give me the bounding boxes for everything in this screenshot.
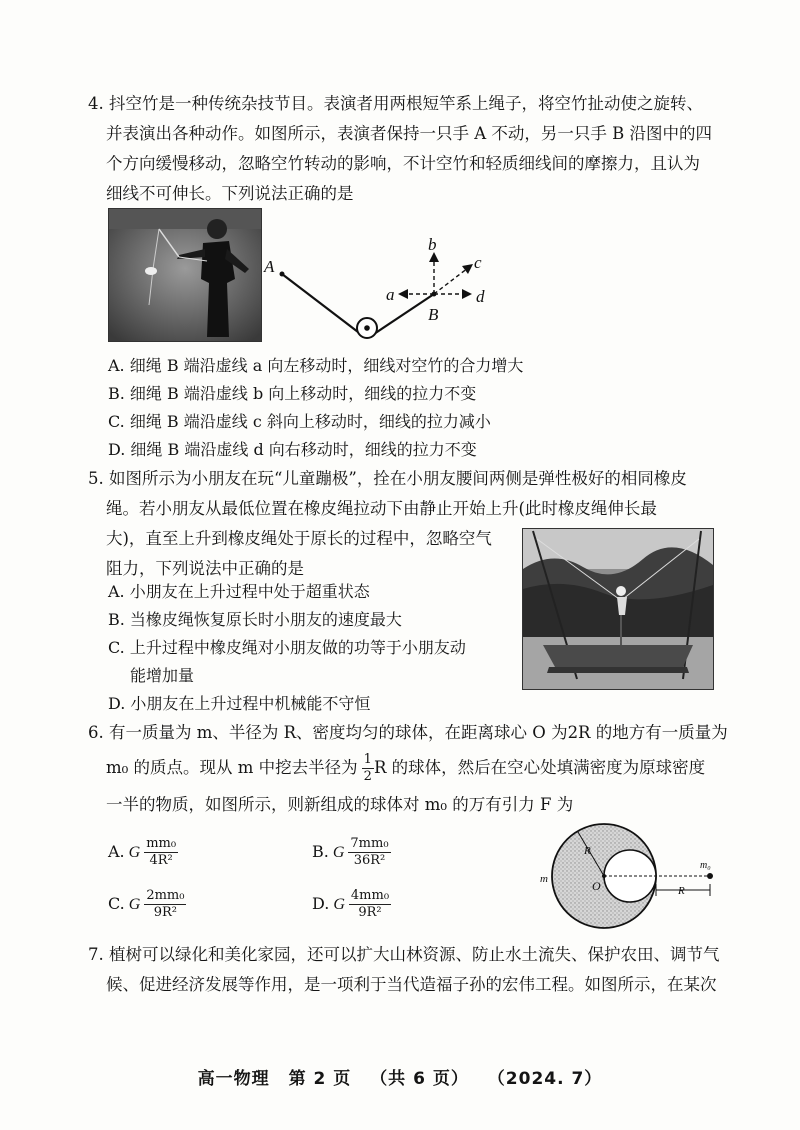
q7-line-1: 7. 植树可以绿化和美化家园，还可以扩大山林资源、防止水土流失、保护农田、调节气 (88, 945, 720, 964)
footer-page: 第 2 页 (288, 1069, 352, 1089)
q6-line-2-pre: m₀ 的质点。现从 m 中挖去半径为 (106, 758, 358, 777)
footer-date: （2024. 7） (487, 1069, 603, 1089)
one-half-fraction: $\frac{1}{2}$ (363, 752, 372, 784)
diabolo-performer-photo (108, 208, 262, 342)
q4-line-1: 4. 抖空竹是一种传统杂技节目。表演者用两根短竿系上绳子，将空竹扯动使之旋转、 (88, 94, 703, 113)
q6-line-1: 6. 有一质量为 m、半径为 R、密度均匀的球体，在距离球心 O 为2R 的地方有一质量为 (88, 723, 728, 742)
label-B: B (428, 305, 439, 324)
q4-option-b: B. 细绳 B 端沿虚线 b 向上移动时，细线的拉力不变 (108, 384, 477, 403)
label-c: c (474, 253, 482, 272)
label-m: m (540, 873, 548, 885)
q4-option-d: D. 细绳 B 端沿虚线 d 向右移动时，细线的拉力不变 (108, 440, 477, 459)
q5-line-1: 5. 如图所示为小朋友在玩“儿童蹦极”，拴在小朋友腰间两侧是弹性极好的相同橡皮 (88, 469, 687, 488)
q6-answer-a: A. G $\frac{\text{mm₀}}{\text{4R²}}$ (108, 836, 177, 868)
q5-option-b: B. 当橡皮绳恢复原长时小朋友的速度最大 (108, 610, 402, 629)
q5-line-2: 绳。若小朋友从最低位置在橡皮绳拉动下由静止开始上升(此时橡皮绳伸长最 (106, 499, 657, 518)
label-d: d (476, 287, 485, 306)
q5-line-4: 阻力，下列说法中正确的是 (106, 559, 304, 578)
q4-line-4: 细线不可伸长。下列说法正确的是 (106, 184, 354, 203)
q6-answer-c: C. G $\frac{\text{2mm₀}}{\text{9R²}}$ (108, 888, 185, 920)
q6-answer-b: B. G $\frac{\text{7mm₀}}{\text{36R²}}$ (312, 836, 389, 868)
label-b: b (428, 236, 437, 254)
point-mass-icon (707, 873, 713, 879)
footer-total: （共 6 页） (370, 1069, 469, 1089)
label-O: O (592, 879, 601, 893)
q6-line-2-post: R 的球体，然后在空心处填满密度为原球密度 (373, 758, 706, 777)
q4-option-c: C. 细绳 B 端沿虚线 c 斜向上移动时，细线的拉力减小 (108, 412, 491, 431)
kids-bungee-photo (522, 528, 714, 690)
footer-subject: 高一物理 (197, 1069, 270, 1089)
q4-option-a: A. 细绳 B 端沿虚线 a 向左移动时，细线对空竹的合力增大 (108, 356, 524, 375)
page-footer (0, 1064, 800, 1089)
label-a: a (386, 285, 395, 304)
label-R-radius: R (584, 845, 591, 857)
label-m0: m₀ (700, 860, 711, 871)
q6-answer-d: D. G $\frac{\text{4mm₀}}{\text{9R²}}$ (312, 888, 390, 920)
label-A: A (264, 257, 275, 276)
q6-line-3: 一半的物质，如图所示，则新组成的球体对 m₀ 的万有引力 F 为 (106, 795, 574, 814)
q4-rope-diagram (262, 236, 502, 348)
q5-line-3: 大)，直至上升到橡皮绳处于原长的过程中，忽略空气 (106, 529, 492, 548)
q5-option-a: A. 小朋友在上升过程中处于超重状态 (108, 582, 370, 601)
q5-option-c: C. 上升过程中橡皮绳对小朋友做的功等于小朋友动 (108, 638, 466, 657)
q5-option-c-cont: 能增加量 (130, 666, 195, 685)
q6-sphere-diagram (538, 818, 718, 938)
q4-line-2: 并表演出各种动作。如图所示，表演者保持一只手 A 不动，另一只手 B 沿图中的四 (106, 124, 713, 143)
q5-option-d: D. 小朋友在上升过程中机械能不守恒 (108, 694, 371, 713)
q4-line-3: 个方向缓慢移动，忽略空竹转动的影响，不计空竹和轻质细线间的摩擦力，且认为 (106, 154, 700, 173)
q7-line-2: 候、促进经济发展等作用，是一项利于当代造福子孙的宏伟工程。如图所示，在某次 (106, 975, 717, 994)
label-R-distance: R (678, 885, 685, 897)
q6-line-2 (106, 752, 705, 785)
